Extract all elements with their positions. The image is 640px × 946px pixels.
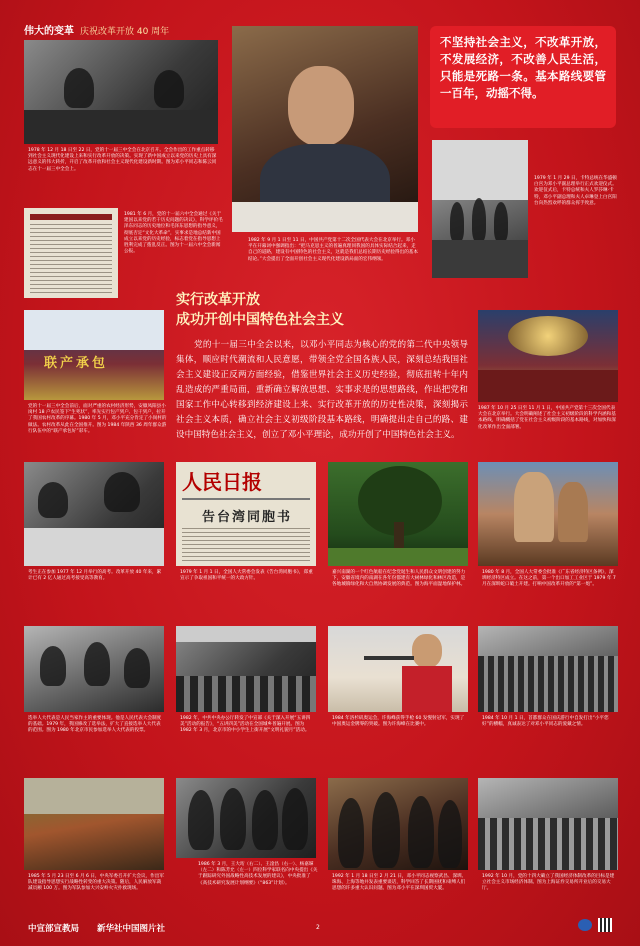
footer-orgs bbox=[28, 922, 183, 934]
section-title-line1: 实行改革开放 bbox=[176, 292, 260, 308]
photo-shekou-blast bbox=[478, 462, 618, 566]
caption-great-hall: 1987 年 10 月 25 日至 11 月 1 日，中国共产党第十三次全国代表大会在北京举行。大会明确阐述了社会主义初级阶段的科学内涵和基本路线，明确概括了党在社会主义初级阶段的基本路线，对加快和深化改革作出全面部署。 bbox=[478, 406, 616, 430]
photo-hello-xiaoping bbox=[478, 626, 618, 712]
photo-peoples-daily bbox=[176, 462, 316, 566]
photo-great-hall bbox=[478, 310, 618, 402]
photo-civility-campaign bbox=[176, 626, 316, 712]
caption-southern-tour: 1992 年 1 月 18 日至 2 月 21 日，邓小平同志视察武昌、深圳、珠海、上海等地并发表重要谈话，科学回答了长期困扰和束缚人们思想的许多重大认识问题。图为邓小平在深圳国贸大厦。 bbox=[332, 874, 467, 892]
newspaper-headline: 告台湾同胞书 bbox=[202, 510, 293, 525]
banner-slogan: 联产承包 bbox=[44, 356, 109, 371]
photo-parade-float bbox=[24, 310, 164, 400]
photo-twelfth-congress bbox=[232, 26, 418, 232]
caption-forest-fire: 1985 年 5 月 23 日至 6 月 6 日，中央军委召开扩大会议，作出军队建设指导思想实行战略性转变的重大决策。随后，人民解放军裁减员额 100 万。图为军队参加大兴安岭火灾扑救现场。 bbox=[28, 874, 164, 892]
photo-forest-fire bbox=[24, 778, 164, 870]
section-body: 党的十一届三中全会以来，以邓小平同志为核心的党的第二代中央领导集体，顺应时代潮流和人民意愿，带领全党全国各族人民，深刻总结我国社会主义建设正反两方面经验，借鉴世界社会主义历史经验，彻底扭转十年内乱造成的严重局面，重新确立解放思想、实事求是的思想路线，作出把党和国家工作中心转移到经济建设上来、实行改革开放的历史性决策，深刻揭示社会主义本质，确立社会主义初级阶段基本路线，明确提出走自己的路、建设中国特色社会主义，创立了邓小平理论，成功开创了中国特色社会主义。 bbox=[176, 340, 468, 440]
caption-hello-xiaoping: 1984 年 10 月 1 日，首都群众在国庆游行中自发打出“小平您好”的横幅，真诚表达了对邓小平同志的爱戴之情。 bbox=[482, 716, 609, 728]
caption-parade-float: 党的十一届三中全会前后，面对严重的农村经济形势，安徽凤阳县小岗村 18 户农民签下“生死状”，率先实行包产到户、包干到户，拉开了我国农村改革的序幕。1980 年 5 月，邓小平充分肯定了小岗村的做法。农村改革从此在全国推开。图为 1984 年陕西 36 周年群众游行队伍中的“联产承包好”彩车。 bbox=[28, 404, 167, 434]
footer-org2: 新华社中国图片社 bbox=[97, 924, 166, 934]
photo-big-tree bbox=[328, 462, 468, 566]
page-number: 2 bbox=[316, 924, 320, 931]
caption-twelfth-congress: 1982 年 9 月 1 日至 11 日，中国共产党第十二次全国代表大会在北京举行。邓小平在开幕词中强调指出：“把马克思主义的普遍真理同我国的具体实际结合起来，走自己的道路，建设有中国特色的社会主义，这就是我们总结长期历史经验得出的基本结论。”大会提出了全面开创社会主义现代化建设新局面的宏伟纲领。 bbox=[248, 238, 418, 262]
photo-exam-students bbox=[24, 462, 164, 566]
caption-civility-campaign: 1982 年，中共中央办公厅转发了中宣部《关于深入开展“五讲四美”活动的报告》，“五讲四美”活动在全国城乡普遍开展。图为 1982 年 3 月，北京市的中小学生上街开展“文明礼貌月”活动。 bbox=[180, 716, 311, 734]
qr-code-icon bbox=[598, 918, 612, 932]
caption-shekou-blast: 1980 年 8 月，全国人大常委会批准《广东省经济特区条例》，深圳经济特区成立。在这之前，第一个出口加工工业区于 1979 年 7 月在深圳蛇口破土开建。打响中国改革开放的“第一炮”。 bbox=[482, 570, 616, 588]
caption-white-house: 1979 年 1 月 29 日，卡特总统在华盛顿白宫为邓小平副总理举行正式欢迎仪式。欢迎仪式后，卡特总统和夫人罗莎琳·卡特，邓小平副总理和夫人卓琳登上白宫阳台向热烈欢呼的群众挥手致意。 bbox=[534, 176, 617, 206]
caption-sixth-plenum: 1981 年 6 月，党的十一届六中全会通过《关于建国以来党的若干历史问题的决议》，科学评价毛泽东同志的历史地位和毛泽东思想的指导意义，彻底否定“文化大革命”，实事求是地总结新中国成立以来党的历史经验，标志着党在指导思想上胜利完成了拨乱反正。图为十一届六中全会新闻公报。 bbox=[124, 212, 223, 255]
photo-voting bbox=[24, 626, 164, 712]
caption-third-plenum: 1978 年 12 月 18 日至 22 日，党的十一届三中全会在北京召开。全会作出的工作重点转移到社会主义现代化建设上来和实行改革开放的决策。实现了新中国成立以来党的历史上具有深远意义的伟大转折，开启了改革开放和社会主义现代化建设新时期。图为邓小平同志和陈云同志在十一届三中全会上。 bbox=[28, 148, 217, 172]
photo-third-plenum bbox=[24, 40, 218, 144]
caption-stock-exchange: 1992 年 10 月，党的十四大确立了我国经济体制改革的目标是建立社会主义市场经济体制。图为上海证券交易所开业后的交易大厅。 bbox=[482, 874, 615, 892]
photo-stock-exchange bbox=[478, 778, 618, 870]
header-title: 伟大的变革 bbox=[24, 26, 74, 37]
header bbox=[24, 22, 169, 37]
photo-sixth-plenum-communique bbox=[24, 208, 118, 298]
caption-voting: 选举人大代表是人民当家作主的重要体现。他是人民代表大会制度的基础。1979 年，我国修改了选举法，扩大了直接选举人大代表的范围。图为 1980 年北京市民参加选举人大代表的投票。 bbox=[28, 716, 162, 734]
newspaper-masthead: 人民日报 bbox=[182, 470, 262, 494]
caption-peoples-daily: 1979 年 1 月 1 日，全国人大常委会发表《告台湾同胞书》，郑重宣示了争取祖国和平统一的大政方针。 bbox=[180, 570, 313, 582]
section-title bbox=[176, 290, 476, 330]
logo-icon bbox=[578, 919, 592, 931]
quote-box: 不坚持社会主义，不改革开放，不发展经济，不改善人民生活，只能是死路一条。基本路线要管一百年，动摇不得。 bbox=[430, 26, 616, 128]
caption-olympic-shooter: 1984 年洛杉矶奥运会，许海峰获得手枪 60 发慢射冠军，实现了中国奥运金牌零的突破。图为许海峰在比赛中。 bbox=[332, 716, 465, 728]
section-title-line2: 成功开创中国特色社会主义 bbox=[176, 312, 344, 328]
photo-southern-tour bbox=[328, 778, 468, 870]
caption-exam-students: 考生正在参加 1977 年 12 月举行的高考。改革开放 40 年来，累计已有 2 亿人通过高考接受高等教育。 bbox=[28, 570, 162, 582]
photo-white-house bbox=[432, 140, 528, 278]
header-subtitle: 庆祝改革开放 40 周年 bbox=[80, 27, 170, 37]
photo-scientists bbox=[176, 778, 316, 858]
caption-big-tree: 嘉兴南湖的一个红色航船在纪念党诞生和人民群众文明创建的努力下，安徽省境内的南湖在各年份都建有大树林绿化和林区改造，是各地城镇绿化和大自然协调发展的典范。图为海平面湿地保护林。 bbox=[332, 570, 466, 588]
caption-scientists: 1986 年 3 月，王大珩（右二）、王淦昌（右一）、杨嘉墀（左二）和陈芳允（左一）四位科学家联名向中央提出《关于跟踪研究外国战略性高技术发展的建议》，中央批准了《高技术研究发展计划纲要》（“863”计划）。 bbox=[198, 862, 318, 886]
footer-org1: 中宣部宣教局 bbox=[28, 924, 80, 934]
photo-olympic-shooter bbox=[328, 626, 468, 712]
